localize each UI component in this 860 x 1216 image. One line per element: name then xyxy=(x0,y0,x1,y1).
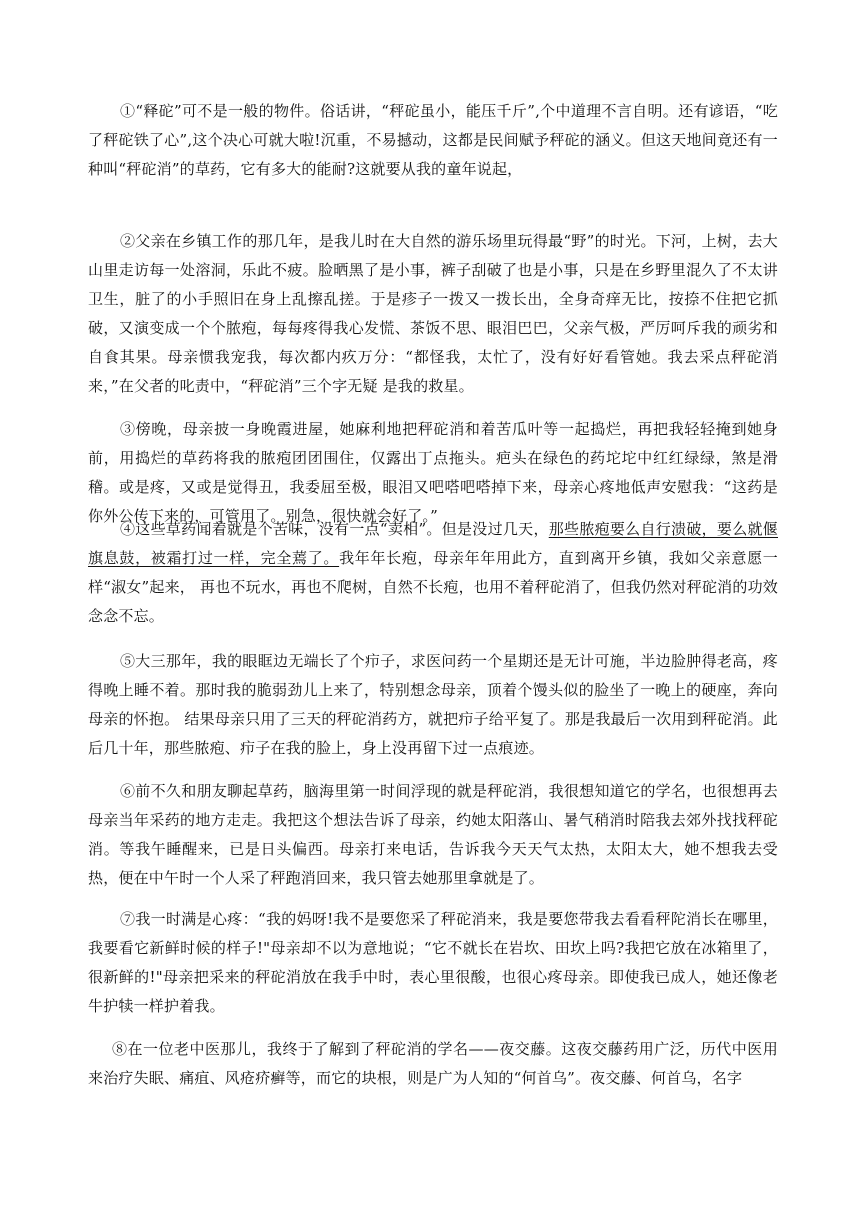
paragraph-4 xyxy=(88,515,778,631)
paragraph-8: ⑧在一位老中医那儿，我终于了解到了秤砣消的学名——夜交藤。这夜交藤药用广泛，历代中医用来治疗失眠、痛疽、风疮疥癣等，而它的块根，则是广为人知的“何首乌”。夜交藤、何首乌，名字 xyxy=(88,1040,778,1087)
paragraph-5: ⑤大三那年，我的眼眶边无端长了个疖子，求医问药一个星期还是无计可施，半边脸肿得老高，疼得晚上睡不着。那时我的脆弱劲儿上来了，特别想念母亲，顶着个馒头似的脸坐了一晚上的硬座，奔向母亲的怀抱。 结果母亲只用了三天的秤砣消药方，就把疖子给平复了。那是我最后一次用到秤砣消。此后几十年，那些脓疱、疖子在我的脸上，身上没再留下过一点痕迹。 xyxy=(88,652,778,757)
paragraph-2: ②父亲在乡镇工作的那几年，是我儿时在大自然的游乐场里玩得最“野”的时光。下河，上树，去大山里走访每一处溶洞，乐此不疲。脸晒黑了是小事，裤子刮破了也是小事，只是在乡野里混久了不太讲卫生，脏了的小手照旧在身上乱擦乱搓。于是疹子一拨又一拨长出，全身奇痒无比，按捺不住把它抓破，又演变成一个个脓疱，每每疼得我心发慌、茶饭不思、眼泪巴巴，父亲气极，严厉呵斥我的顽劣和自食其果。母亲惯我宠我，每次都内疚万分：“都怪我，太忙了，没有好好看管她。我去采点秤砣消来，”在父者的叱责中，“秤砣消”三个字无疑 是我的救星。 xyxy=(88,232,778,395)
paragraph-1: ①“释砣”可不是一般的物件。俗话讲，“秤砣虽小，能压千斤”,个中道理不言自明。还有谚语，“吃了秤砣铁了心”,这个决心可就大啦!沉重，不易撼动，这都是民间赋予秤砣的涵义。但这天地间竟还有一种叫“秤砣消”的草药，它有多大的能耐?这就要从我的童年说起， xyxy=(88,102,778,178)
paragraph-7: ⑦我一时满是心疼：“我的妈呀!我不是要您采了秤砣消来，我是要您带我去看看秤陀消长在哪里，我要看它新鲜时候的样子!"母亲却不以为意地说；“它不就长在岩坎、田坎上吗?我把它放在冰箱里了，很新鲜的!"母亲把采来的秤砣消放在我手中时，表心里很酸，也很心疼母亲。即使我已成人，她还像老牛护犊一样护着我。 xyxy=(88,910,778,1015)
underlined-sentence: 那些脓疱要么自行溃破，要么就偃旗息鼓，被霜打过一样，完全蔫了。 xyxy=(88,520,778,567)
paragraph-4-rest: 我年年长疱，母亲年年用此方，直到离开乡镇，我如父亲意愿一样“淑女”起来， 再也不玩水，再也不爬树，自然不长疱，也用不着秤砣消了，但我仍然对秤砣消的功效念念不忘。 xyxy=(88,549,779,625)
paragraph-6: ⑥前不久和朋友聊起草药，脑海里第一时间浮现的就是秤砣消，我很想知道它的学名，也很想再去母亲当年采药的地方走走。我把这个想法告诉了母亲，约她太阳落山、暑气稍消时陪我去郊外找找秤砣消。等我午睡醒来，已是日头偏西。母亲打来电话，告诉我今天天气太热，太阳太大，她不想我去受热，便在中午时一个人采了秤跑消回来，我只管去她那里拿就是了。 xyxy=(88,782,778,887)
paragraph-4-intro: ④这些草药闻着就是个苦味，没有一点“卖相”。但是没过几天， xyxy=(120,520,549,538)
paragraph-3: ③傍晚，母亲披一身晚霞进屋，她麻利地把秤砣消和着苦瓜叶等一起捣烂，再把我轻轻掩到她身前，用捣烂的草药将我的脓疱团团围住，仅露出丁点拖头。疤头在绿色的药坨坨中红红绿绿，煞是滑稽。或是疼，又或是觉得丑，我委屈至极，眼泪又吧嗒吧嗒掉下来，母亲心疼地低声安慰我：“这药是你外公传下来的，可管用了。别急，很快就会好了。” xyxy=(88,420,778,525)
